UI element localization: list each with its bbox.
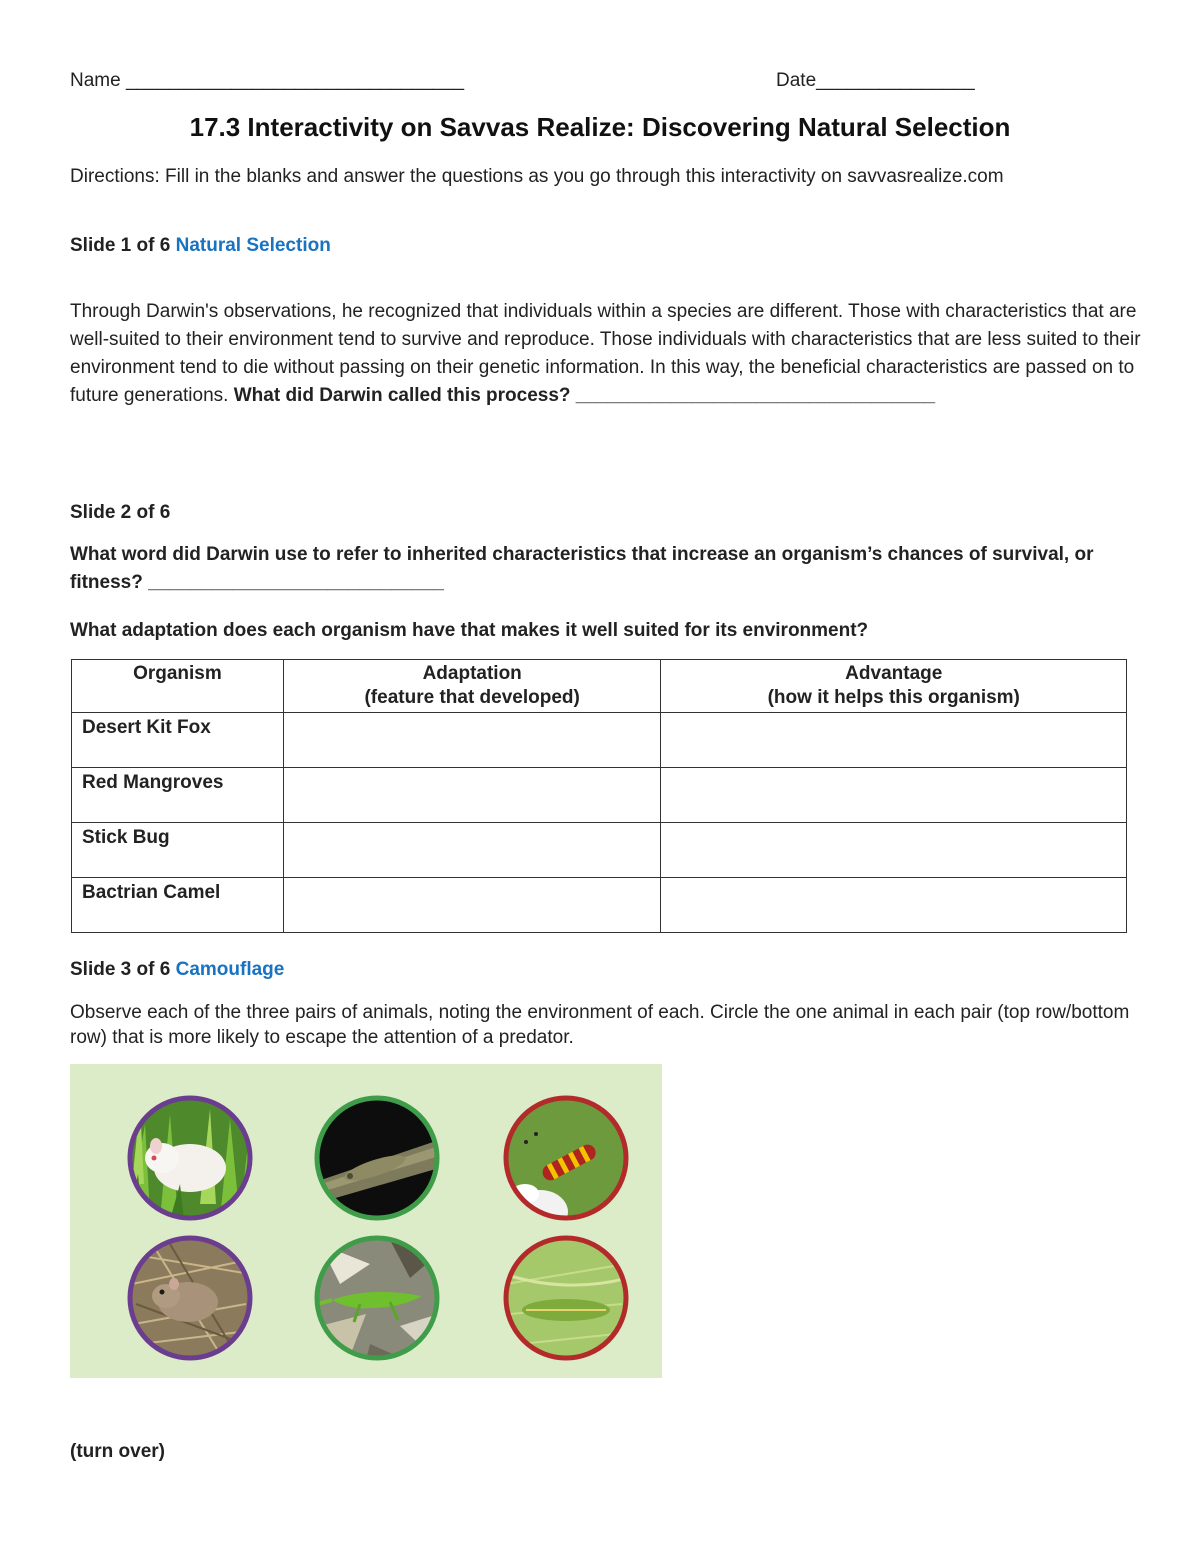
green-caterpillar-on-leaf-photo[interactable] — [504, 1236, 628, 1360]
brown-mouse-photo[interactable] — [128, 1236, 252, 1360]
adaptation-answer-cell[interactable] — [283, 713, 661, 768]
advantage-header — [661, 660, 1127, 713]
advantage-answer-cell[interactable] — [661, 768, 1127, 823]
turn-over-note: (turn over) — [70, 1441, 165, 1462]
slide1-label: Slide 1 of 6 — [70, 235, 171, 256]
advantage-header-label: Advantage — [845, 663, 943, 684]
slide2-question-fitness: What word did Darwin use to refer to inherited characteristics that increase an organism’s chances of survival, or fitness? ____________________________ — [70, 544, 1094, 593]
slide2-label: Slide 2 of 6 — [70, 502, 171, 523]
date-field[interactable]: Date_______________ — [776, 70, 975, 91]
gecko-on-branch-photo[interactable] — [315, 1096, 439, 1220]
slide1-heading — [70, 232, 331, 260]
table-row — [72, 878, 1127, 933]
page-title: 17.3 Interactivity on Savvas Realize: Discovering Natural Selection — [189, 112, 1011, 142]
slide3-paragraph: Observe each of the three pairs of animals, noting the environment of each. Circle the one animal in each pair (top row/bottom row) that is more likely to escape the attention of a predator. — [70, 1002, 1130, 1048]
slide3-topic: Camouflage — [175, 959, 285, 980]
adaptation-header-sub: (feature that developed) — [364, 687, 580, 708]
adaptation-table — [71, 659, 1127, 933]
advantage-answer-cell[interactable] — [661, 823, 1127, 878]
adaptation-answer-cell[interactable] — [283, 878, 661, 933]
camouflage-photo-panel — [70, 1064, 662, 1378]
directions-text: Directions: Fill in the blanks and answer the questions as you go through this interactivity on savvasrealize.com — [70, 166, 1004, 187]
camouflage-photos — [70, 1064, 662, 1378]
organism-cell: Stick Bug — [72, 823, 284, 878]
advantage-answer-cell[interactable] — [661, 878, 1127, 933]
organism-cell: Desert Kit Fox — [72, 713, 284, 768]
slide1-paragraph-text: Through Darwin's observations, he recognized that individuals within a species are different. Those with characteristics that are well-suited to their environment tend to survive and reproduce. Those individuals with characteristics that are less suited to their environment tend to die without passing on their genetic information. In this way, the beneficial characteristics are passed on to future generations. — [70, 301, 1141, 406]
adaptation-answer-cell[interactable] — [283, 768, 661, 823]
slide1-topic: Natural Selection — [175, 235, 331, 256]
adaptation-header — [283, 660, 661, 713]
table-row — [72, 713, 1127, 768]
adaptation-header-label: Adaptation — [422, 663, 522, 684]
organism-header-label: Organism — [133, 663, 222, 684]
caterpillar-on-flower-photo[interactable] — [504, 1096, 628, 1234]
white-rat-in-grass-photo[interactable] — [128, 1096, 252, 1220]
advantage-header-sub: (how it helps this organism) — [767, 687, 1020, 708]
slide2-question-adaptation: What adaptation does each organism have that makes it well suited for its environment? — [70, 620, 869, 641]
green-lizard-photo[interactable] — [315, 1236, 439, 1360]
slide1-paragraph — [70, 298, 1150, 410]
slide3-heading — [70, 956, 284, 984]
slide1-question: What did Darwin called this process? __________________________________ — [233, 385, 936, 406]
table-row — [72, 768, 1127, 823]
organism-cell: Bactrian Camel — [72, 878, 284, 933]
organism-header — [72, 660, 284, 713]
organism-cell: Red Mangroves — [72, 768, 284, 823]
name-field[interactable]: Name ________________________________ — [70, 70, 465, 91]
advantage-answer-cell[interactable] — [661, 713, 1127, 768]
table-row — [72, 823, 1127, 878]
slide3-label: Slide 3 of 6 — [70, 959, 171, 980]
adaptation-answer-cell[interactable] — [283, 823, 661, 878]
table-header-row — [72, 660, 1127, 713]
